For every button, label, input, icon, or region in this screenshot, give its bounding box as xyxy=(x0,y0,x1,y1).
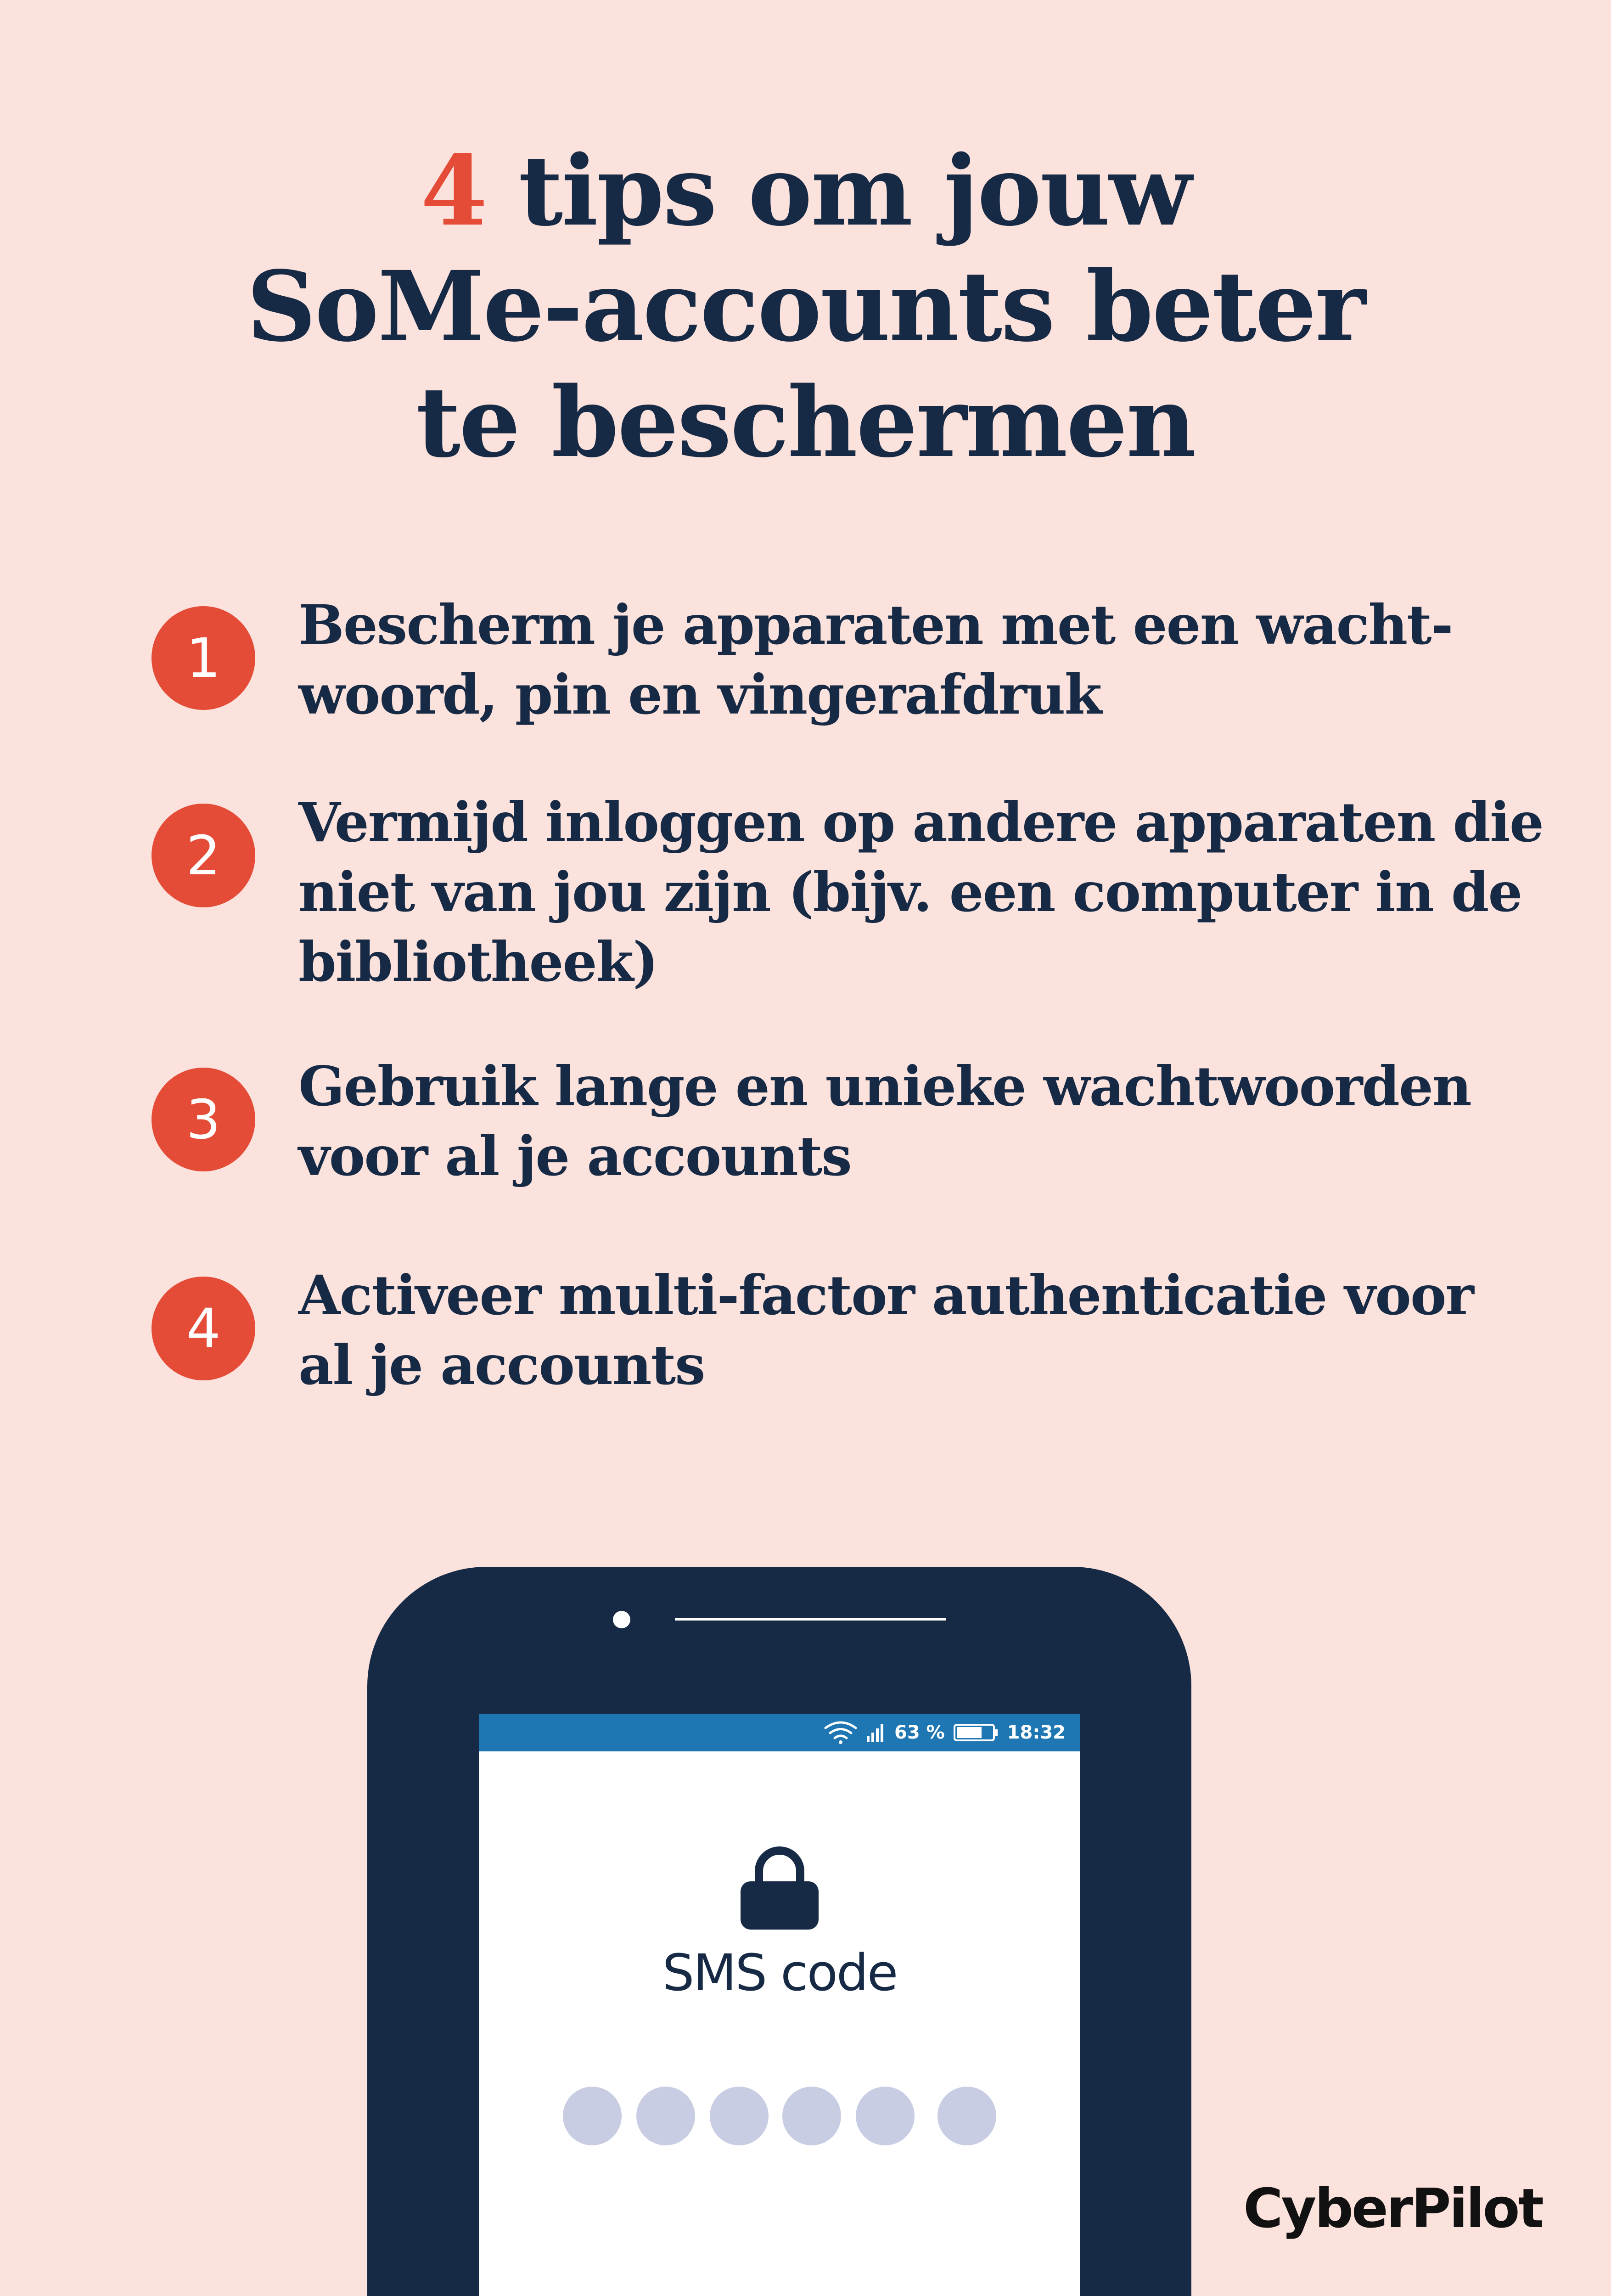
phone-illustration xyxy=(367,1567,1191,2296)
sms-code-label: SMS code xyxy=(662,1943,897,2002)
tip-number-badge: 1 xyxy=(152,606,255,710)
tip-text-line: niet van jou zijn (bijv. een computer in de xyxy=(298,860,1522,924)
tip-text-line: al je accounts xyxy=(298,1333,705,1397)
tip-text-line: Gebruik lange en unieke wachtwoorden xyxy=(298,1054,1471,1118)
code-digit-placeholder xyxy=(937,2087,996,2145)
tip-text-line: voor al je accounts xyxy=(298,1124,851,1188)
tip-text-line: bibliotheek) xyxy=(298,930,658,994)
tip-text-line: woord, pin en vingerafdruk xyxy=(298,663,1101,726)
tip-number-badge: 3 xyxy=(152,1068,255,1171)
title-line-1-text: tips om jouw xyxy=(486,134,1191,248)
wifi-icon xyxy=(824,1721,858,1745)
status-bar-indicators xyxy=(824,1714,1066,1751)
battery-percent: 63 % xyxy=(894,1722,945,1743)
tip-text xyxy=(298,1261,1520,1400)
code-digit-placeholder xyxy=(856,2087,915,2145)
tip-text-line: Bescherm je apparaten met een wacht- xyxy=(298,593,1453,657)
phone-screen xyxy=(479,1714,1080,2296)
code-digit-placeholder xyxy=(563,2087,622,2145)
cyberpilot-logo: CyberPilot xyxy=(1243,2177,1542,2240)
phone-camera xyxy=(613,1611,630,1628)
lock-icon xyxy=(741,1845,819,1930)
tip-number-badge: 4 xyxy=(152,1277,255,1380)
status-time: 18:32 xyxy=(1007,1722,1066,1743)
title-number: 4 xyxy=(420,134,487,248)
phone-speaker xyxy=(675,1618,946,1621)
tip-text xyxy=(298,590,1520,730)
code-digit-placeholder xyxy=(636,2087,695,2145)
sms-code-input[interactable] xyxy=(563,2087,999,2146)
tip-text xyxy=(298,1052,1520,1191)
tip-text xyxy=(298,788,1543,997)
battery-icon xyxy=(953,1722,999,1743)
tip-text-line: Activeer multi-factor authenticatie voor xyxy=(298,1263,1473,1327)
signal-icon xyxy=(866,1722,886,1743)
title-line-3: te beschermen xyxy=(416,366,1195,479)
code-digit-placeholder xyxy=(782,2087,841,2145)
status-bar xyxy=(479,1714,1080,1751)
tip-text-line: Vermijd inloggen op andere apparaten die xyxy=(298,790,1543,854)
title-line-2: SoMe-accounts beter xyxy=(246,250,1365,363)
code-digit-placeholder xyxy=(710,2087,769,2145)
tip-number-badge: 2 xyxy=(152,804,255,907)
